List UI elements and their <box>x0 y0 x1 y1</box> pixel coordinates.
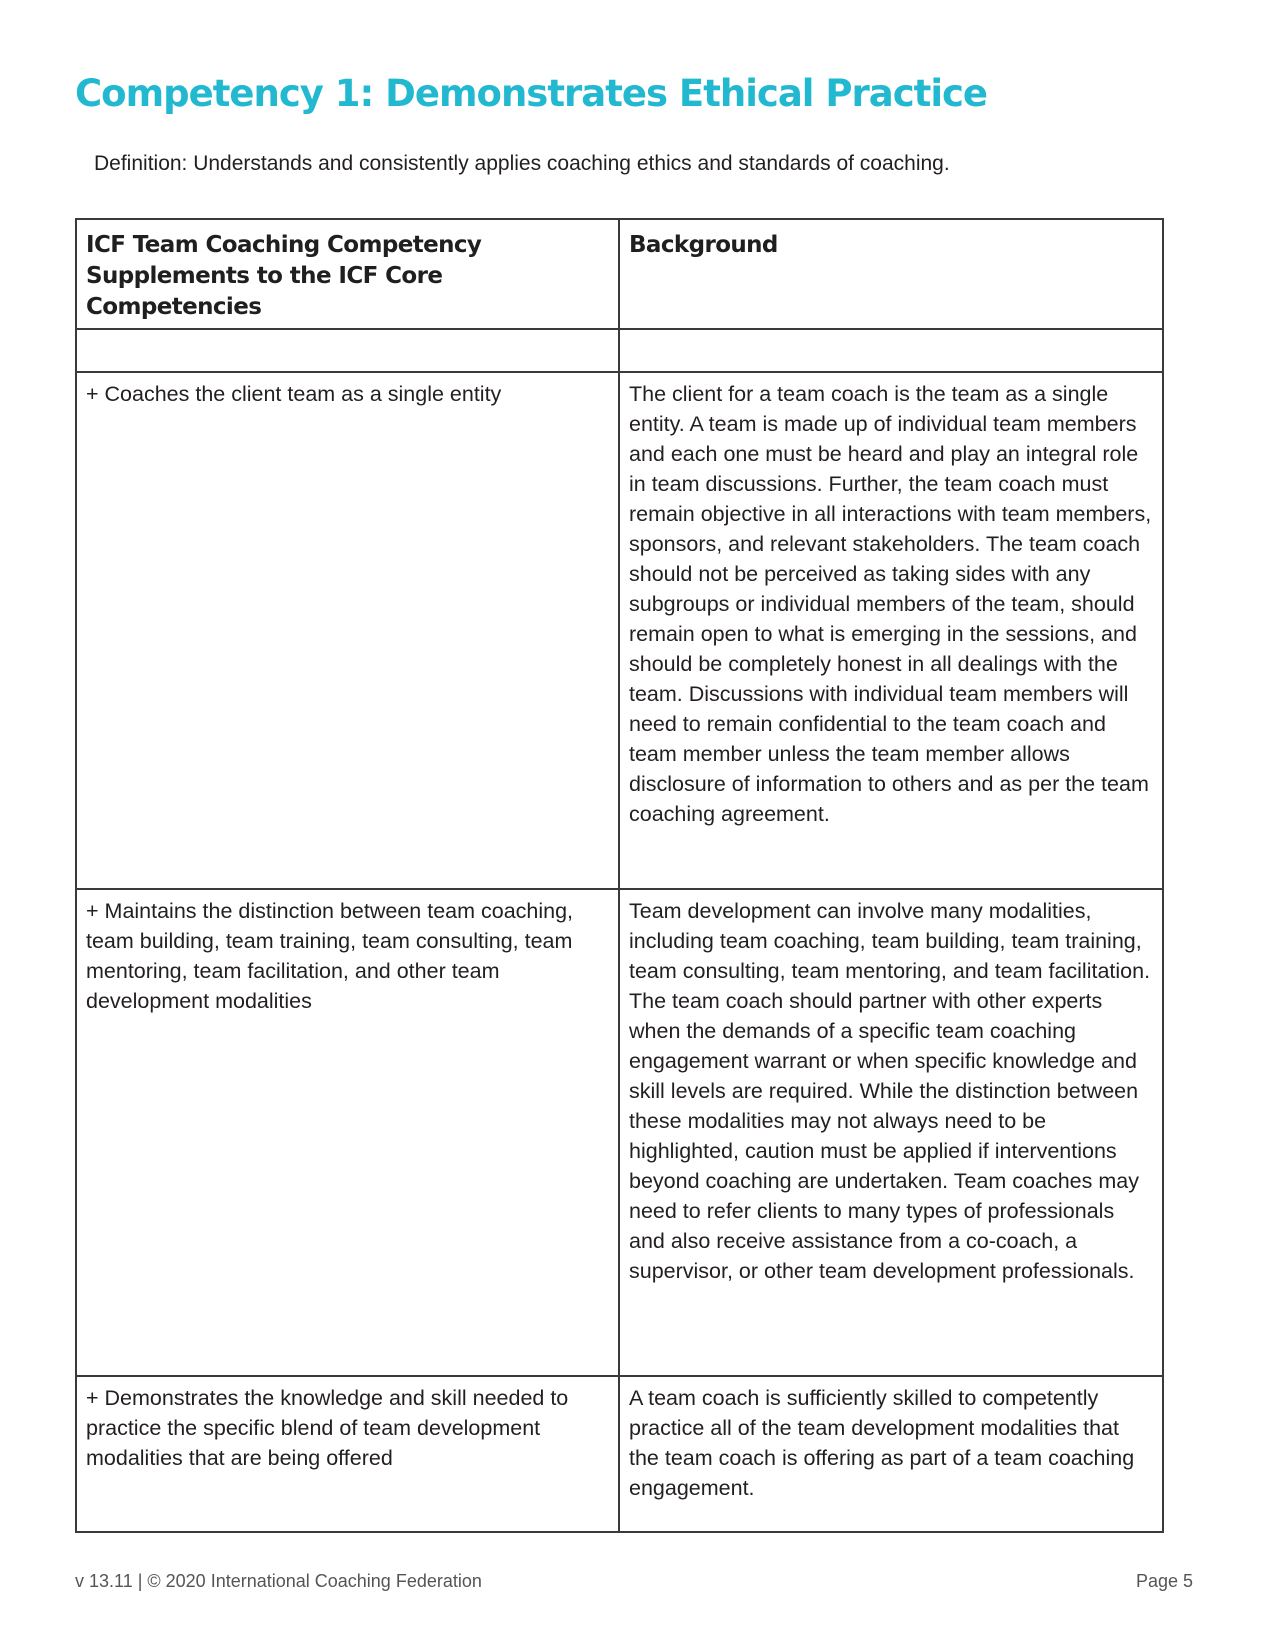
table-row <box>76 1376 1163 1532</box>
table-row <box>76 372 1163 889</box>
table-row <box>76 889 1163 1376</box>
competency-cell: + Demonstrates the knowledge and skill needed to practice the specific blend of team development modalities that are being offered <box>76 1376 619 1532</box>
competency-cell: + Maintains the distinction between team coaching, team building, team training, team consulting, team mentoring, team facilitation, and other team development modalities <box>76 889 619 1376</box>
empty-cell <box>619 329 1163 372</box>
column-header-competency: ICF Team Coaching Competency Supplements to the ICF Core Competencies <box>76 219 619 329</box>
page-number: Page 5 <box>1135 1571 1193 1591</box>
competency-cell: + Coaches the client team as a single entity <box>76 372 619 889</box>
competency-definition: Definition: Understands and consistently applies coaching ethics and standards of coaching. <box>94 152 950 175</box>
footer-copyright: v 13.11 | © 2020 International Coaching Federation <box>75 1571 482 1591</box>
column-header-background: Background <box>619 219 1163 329</box>
background-cell: Team development can involve many modalities, including team coaching, team building, team training, team consulting, team mentoring, and team facilitation. The team coach should partner with other experts when the demands of a specific team coaching engagement warrant or when specific knowledge and skill levels are required. While the distinction between these modalities may not always need to be highlighted, caution must be applied if interventions beyond coaching are undertaken. Team coaches may need to refer clients to many types of professionals and also receive assistance from a co-coach, a supervisor, or other team development professionals. <box>619 889 1163 1376</box>
background-cell: The client for a team coach is the team as a single entity. A team is made up of individual team members and each one must be heard and play an integral role in team discussions. Further, the team coach must remain objective in all interactions with team members, sponsors, and relevant stakeholders. The team coach should not be perceived as taking sides with any subgroups or individual members of the team, should remain open to what is emerging in the sessions, and should be completely honest in all dealings with the team. Discussions with individual team members will need to remain confidential to the team coach and team member unless the team member allows disclosure of information to others and as per the team coaching agreement. <box>619 372 1163 889</box>
page-title: Competency 1: Demonstrates Ethical Practice <box>75 72 988 115</box>
table-empty-row <box>76 329 1163 372</box>
competency-table <box>75 218 1164 1533</box>
background-cell: A team coach is sufficiently skilled to competently practice all of the team development modalities that the team coach is offering as part of a team coaching engagement. <box>619 1376 1163 1532</box>
table-header-row <box>76 219 1163 329</box>
empty-cell <box>76 329 619 372</box>
